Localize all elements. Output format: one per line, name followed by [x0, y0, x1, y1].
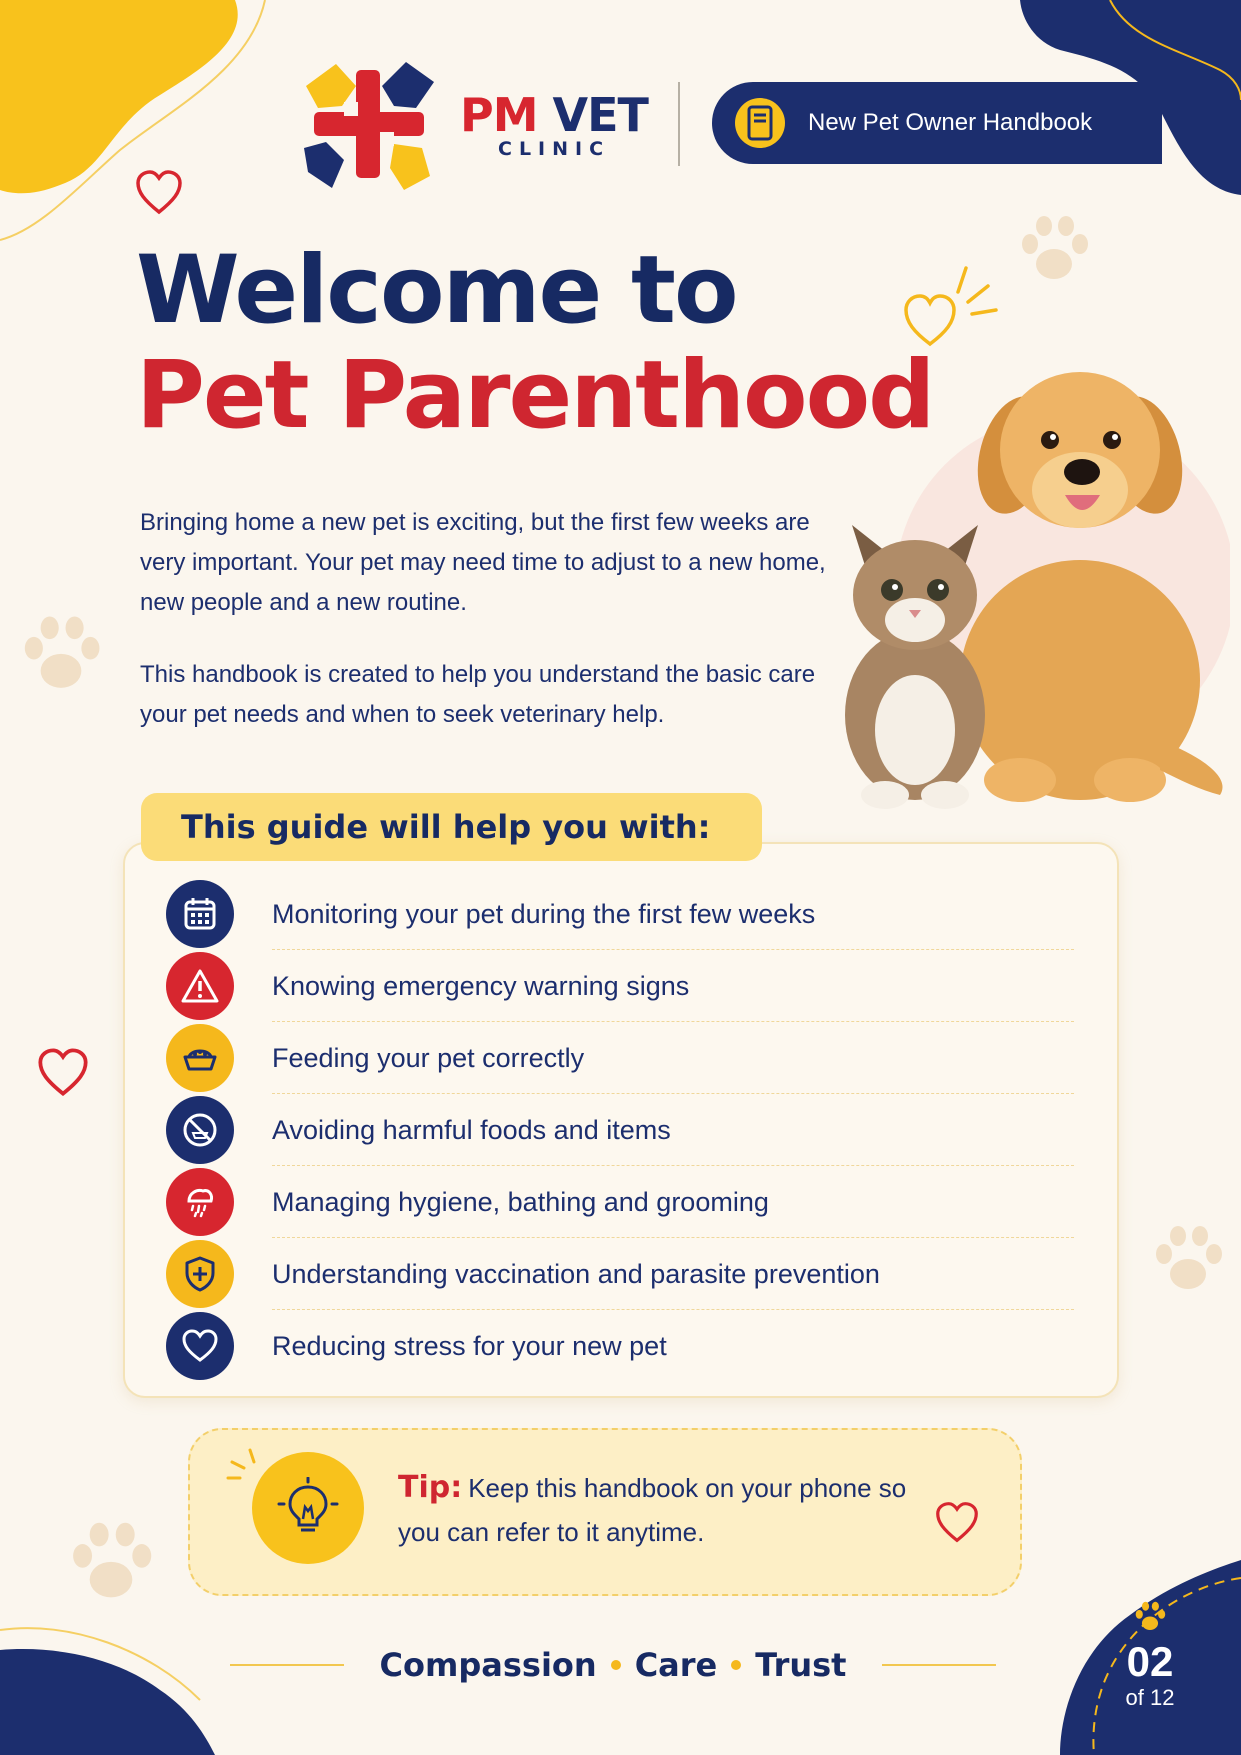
clinic-logo-icon: [298, 56, 440, 194]
guide-item-vaccination: [166, 1238, 1074, 1310]
tip-message: Keep this handbook on your phone so you can refer to it anytime.: [398, 1473, 907, 1547]
guide-item-label: Reducing stress for your new pet: [272, 1330, 667, 1361]
guide-item-emergency: [166, 950, 1074, 1022]
clinic-word: CLINIC: [498, 137, 611, 160]
guide-item-label: Avoiding harmful foods and items: [272, 1114, 671, 1145]
footer-separator-dot: [731, 1660, 741, 1670]
heart-outline-icon: [134, 168, 184, 216]
footer-values: [230, 1646, 996, 1684]
paw-print-icon: [1150, 1222, 1226, 1298]
shield-plus-icon: [166, 1240, 234, 1308]
footer-separator-dot: [611, 1660, 621, 1670]
heart-outline-icon: [934, 1500, 980, 1544]
guide-item-feeding: [166, 1022, 1074, 1094]
handbook-label: New Pet Owner Handbook: [808, 109, 1093, 136]
title-line-2: Pet Parenthood: [136, 341, 934, 451]
warning-icon: [166, 952, 234, 1020]
guide-item-label: Feeding your pet correctly: [272, 1042, 585, 1073]
tip-label: Tip:: [398, 1470, 463, 1505]
guide-item-label: Knowing emergency warning signs: [272, 970, 690, 1001]
guide-item-stress: [166, 1310, 1074, 1382]
tip-text: [398, 1466, 918, 1554]
heart-outline-icon: [36, 1046, 90, 1098]
no-harmful-food-icon: [166, 1096, 234, 1164]
value-trust: Trust: [755, 1646, 847, 1684]
title-line-1: Welcome to: [136, 236, 737, 345]
page-total: of 12: [1125, 1685, 1175, 1710]
clinic-brand: [298, 56, 648, 194]
calendar-icon: [166, 880, 234, 948]
guide-item-label: Understanding vaccination and parasite prevention: [272, 1258, 880, 1289]
lightbulb-icon: [252, 1452, 364, 1564]
guide-list: [166, 878, 1074, 1382]
handbook-icon: [734, 97, 786, 149]
paw-print-icon: [18, 612, 104, 698]
value-compassion: Compassion: [379, 1646, 597, 1684]
intro-text: [140, 503, 840, 767]
intro-paragraph: This handbook is created to help you understand the basic care your pet needs and when to seek veterinary help.: [140, 661, 816, 728]
intro-paragraph: Bringing home a new pet is exciting, but the first few weeks are very important. Your pet may need time to adjust to a new home, new people and a new routine.: [140, 509, 826, 616]
page-number: [1098, 1600, 1202, 1711]
header-divider: [678, 82, 680, 166]
footer-rule: [882, 1664, 996, 1666]
guide-heading: This guide will help you with:: [141, 793, 762, 861]
paw-print-icon: [66, 1518, 156, 1608]
guide-item-harmful: [166, 1094, 1074, 1166]
guide-item-hygiene: [166, 1166, 1074, 1238]
paw-icon: [1133, 1600, 1167, 1634]
clinic-name-vet: VET: [552, 87, 648, 142]
bottom-left-navy-blob: [0, 1590, 230, 1755]
clinic-name: [460, 87, 648, 142]
value-care: Care: [634, 1646, 718, 1684]
shower-icon: [166, 1168, 234, 1236]
footer-rule: [230, 1664, 344, 1666]
page-current: 02: [1126, 1638, 1174, 1685]
food-bowl-icon: [166, 1024, 234, 1092]
puppy-and-kitten-photo: [790, 340, 1230, 810]
paw-print-icon: [1016, 212, 1092, 288]
guide-item-label: Monitoring your pet during the first few weeks: [272, 898, 816, 929]
handbook-badge: [712, 82, 1162, 164]
clinic-name-pm: PM: [460, 87, 538, 142]
guide-item-label: Managing hygiene, bathing and grooming: [272, 1186, 769, 1217]
heart-icon: [166, 1312, 234, 1380]
guide-item-monitoring: [166, 878, 1074, 950]
